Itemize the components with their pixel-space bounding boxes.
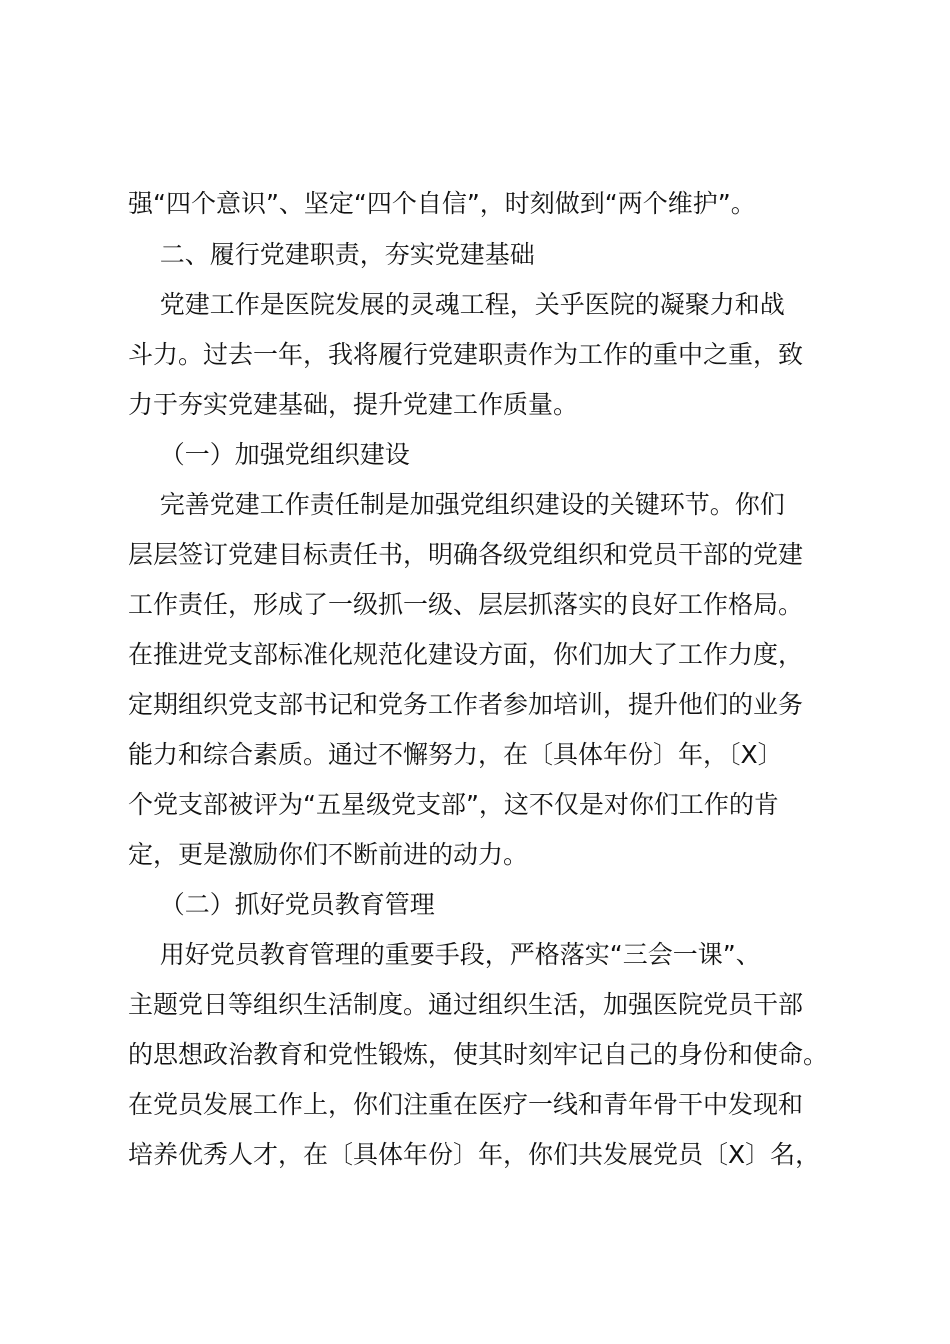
text-line: 完善党建工作责任制是加强党组织建设的关键环节。你们	[128, 490, 785, 519]
text-line: 培养优秀人才，在〔具体年份〕年，你们共发展党员〔X〕名，	[128, 1140, 821, 1169]
text-line: 主题党日等组织生活制度。通过组织生活，加强医院党员干部	[128, 990, 804, 1019]
text-line: 能力和综合素质。通过不懈努力，在〔具体年份〕年，〔X〕	[128, 740, 783, 769]
text-line: 在党员发展工作上，你们注重在医疗一线和青年骨干中发现和	[128, 1090, 804, 1119]
text-line: 用好党员教育管理的重要手段，严格落实“三会一课”、	[128, 940, 761, 969]
text-line: 斗力。过去一年，我将履行党建职责作为工作的重中之重，致	[128, 340, 804, 369]
text-line: 层层签订党建目标责任书，明确各级党组织和党员干部的党建	[128, 540, 804, 569]
subsection-heading: （二）抓好党员教育管理	[128, 890, 435, 919]
text-line: 的思想政治教育和党性锻炼，使其时刻牢记自己的身份和使命。	[128, 1040, 829, 1069]
text-line: 定，更是激励你们不断前进的动力。	[128, 840, 529, 869]
text-line: 工作责任，形成了一级抓一级、层层抓落实的良好工作格局。	[128, 590, 804, 619]
text-line: 强“四个意识”、坚定“四个自信”，时刻做到“两个维护”。	[128, 189, 756, 218]
text-line: 在推进党支部标准化规范化建设方面，你们加大了工作力度，	[128, 640, 804, 669]
text-line: 个党支部被评为“五星级党支部”，这不仅是对你们工作的肯	[128, 790, 779, 819]
section-heading: 二、履行党建职责，夯实党建基础	[128, 240, 535, 269]
subsection-heading: （一）加强党组织建设	[128, 440, 410, 469]
text-line: 定期组织党支部书记和党务工作者参加培训，提升他们的业务	[128, 690, 804, 719]
text-line: 力于夯实党建基础，提升党建工作质量。	[128, 390, 579, 419]
text-line: 党建工作是医院发展的灵魂工程，关乎医院的凝聚力和战	[128, 290, 785, 319]
